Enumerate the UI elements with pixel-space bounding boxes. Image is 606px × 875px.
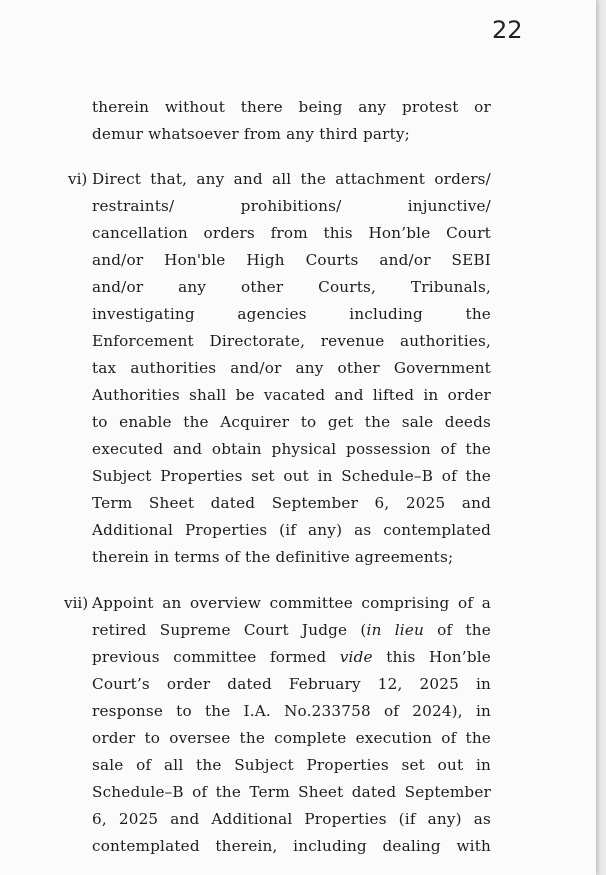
text-line: Schedule–B of the Term Sheet dated September bbox=[92, 783, 491, 801]
list-marker-vii: vii) bbox=[64, 594, 89, 612]
text-span: previous committee formed bbox=[92, 648, 340, 666]
text-line: and/or Hon'ble High Courts and/or SEBI bbox=[92, 251, 491, 269]
list-marker-vi: vi) bbox=[68, 170, 88, 188]
text-line: Appoint an overview committee comprising of a bbox=[92, 594, 491, 612]
text-line: to enable the Acquirer to get the sale deeds bbox=[92, 413, 491, 431]
text-line: sale of all the Subject Properties set out in bbox=[92, 756, 491, 774]
text-line: Subject Properties set out in Schedule–B of the bbox=[92, 467, 491, 485]
text-line: demur whatsoever from any third party; bbox=[92, 125, 410, 143]
text-line: Enforcement Directorate, revenue authorities, bbox=[92, 332, 491, 350]
text-line: restraints/ prohibitions/ injunctive/ bbox=[92, 197, 491, 215]
page-number: 22 bbox=[492, 16, 523, 44]
italic-term: in lieu bbox=[366, 621, 425, 639]
italic-term: vide bbox=[339, 648, 373, 666]
text-line: Authorities shall be vacated and lifted in order bbox=[92, 386, 491, 404]
text-span: retired Supreme Court Judge ( bbox=[92, 621, 367, 639]
text-line: executed and obtain physical possession of the bbox=[92, 440, 491, 458]
text-span: of the bbox=[424, 621, 491, 639]
text-line: Court’s order dated February 12, 2025 in bbox=[92, 675, 491, 693]
text-line-mixed bbox=[92, 620, 491, 640]
text-line-mixed bbox=[92, 647, 491, 667]
text-line: response to the I.A. No.233758 of 2024), in bbox=[92, 702, 491, 720]
text-line: contemplated therein, including dealing with bbox=[92, 837, 491, 855]
text-line: Direct that, any and all the attachment orders/ bbox=[92, 170, 491, 188]
text-line: order to oversee the complete execution of the bbox=[92, 729, 491, 747]
text-line: therein without there being any protest or bbox=[92, 98, 491, 116]
text-line: Additional Properties (if any) as contemplated bbox=[92, 521, 491, 539]
text-line: 6, 2025 and Additional Properties (if any) as bbox=[92, 810, 491, 828]
text-line: investigating agencies including the bbox=[92, 305, 491, 323]
text-line: therein in terms of the definitive agreements; bbox=[92, 548, 454, 566]
text-span: this Hon’ble bbox=[372, 648, 491, 666]
text-line: cancellation orders from this Hon’ble Court bbox=[92, 224, 491, 242]
text-line: tax authorities and/or any other Government bbox=[92, 359, 491, 377]
text-line: Term Sheet dated September 6, 2025 and bbox=[92, 494, 491, 512]
text-line: and/or any other Courts, Tribunals, bbox=[92, 278, 491, 296]
